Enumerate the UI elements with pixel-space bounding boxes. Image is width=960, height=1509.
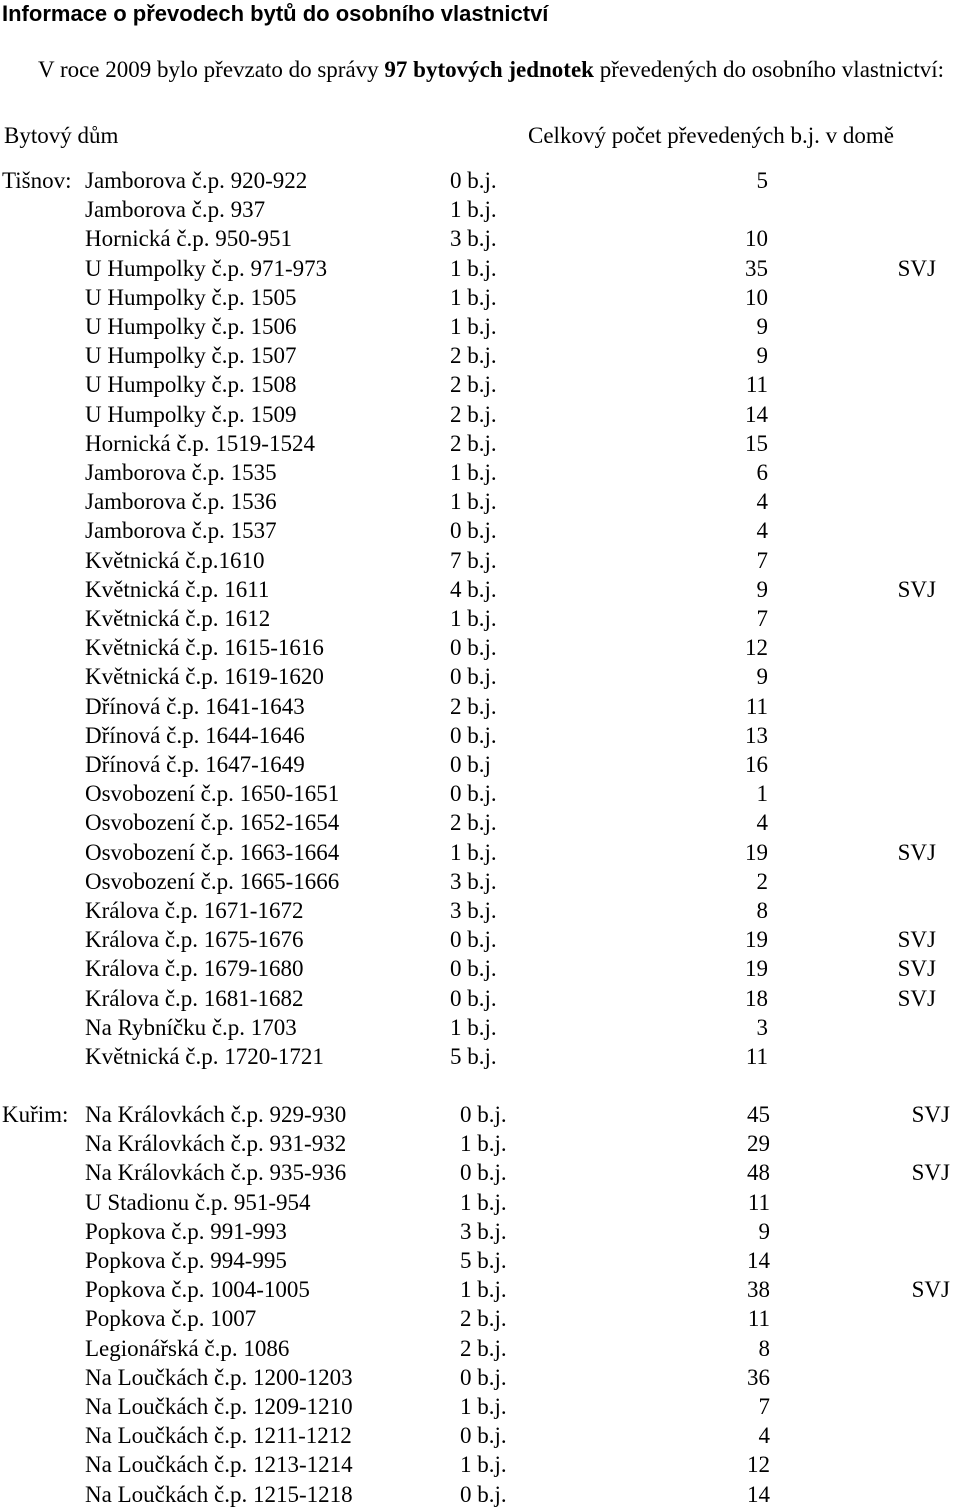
total-units: 16 <box>745 752 768 777</box>
transferred-units: 1 b.j. <box>460 1131 507 1157</box>
total-units: 19 <box>745 956 768 982</box>
total-units: 11 <box>745 1044 768 1069</box>
building-address: Jamborova č.p. 1537 <box>85 518 277 544</box>
intro-text-end: převedených do osobního vlastnictví: <box>593 57 945 82</box>
transferred-units: 0 b.j. <box>450 518 497 544</box>
total-units: 2 <box>756 868 768 894</box>
building-address: Květnická č.p. 1612 <box>85 606 271 631</box>
building-address: Králova č.p. 1681-1682 <box>85 985 304 1011</box>
page-title: Informace o převodech bytů do osobního vlastnictví <box>2 1 549 26</box>
transferred-units: 0 b.j. <box>450 635 497 661</box>
building-address: Květnická č.p.1610 <box>85 547 265 573</box>
table-row <box>0 1275 960 1304</box>
table-row <box>0 1304 960 1333</box>
building-address: Na Rybníčku č.p. 1703 <box>85 1014 297 1040</box>
total-units: 19 <box>745 927 768 953</box>
transferred-units: 2 b.j. <box>450 430 497 456</box>
svj-note: SVJ <box>897 839 936 865</box>
building-address: U Humpolky č.p. 1505 <box>85 284 297 310</box>
building-address: Na Loučkách č.p. 1215-1218 <box>85 1481 353 1507</box>
total-units: 11 <box>747 1306 770 1332</box>
transferred-units: 3 b.j. <box>460 1218 507 1244</box>
svj-note: SVJ <box>897 956 936 982</box>
transferred-units: 0 b.j. <box>450 168 497 193</box>
total-units: 7 <box>756 547 768 573</box>
transferred-units: 0 b.j <box>450 752 491 777</box>
building-address: Na Loučkách č.p. 1200-1203 <box>85 1364 353 1390</box>
building-address: Květnická č.p. 1615-1616 <box>85 635 324 661</box>
building-address: Květnická č.p. 1619-1620 <box>85 664 324 690</box>
table-row <box>0 341 960 370</box>
transferred-units: 1 b.j. <box>460 1189 507 1215</box>
table-row <box>0 604 960 633</box>
building-address: U Humpolky č.p. 1506 <box>85 314 297 339</box>
building-address: Dřínová č.p. 1647-1649 <box>85 752 305 777</box>
building-address: Jamborova č.p. 1535 <box>85 460 277 485</box>
total-units: 10 <box>745 226 768 252</box>
total-units: 14 <box>745 401 768 427</box>
building-address: Osvobození č.p. 1665-1666 <box>85 868 340 894</box>
table-row <box>0 1246 960 1275</box>
building-address: Legionářská č.p. 1086 <box>85 1335 290 1361</box>
total-units: 10 <box>745 284 768 310</box>
building-address: U Stadionu č.p. 951-954 <box>85 1189 311 1215</box>
building-address: U Humpolky č.p. 1508 <box>85 372 297 398</box>
total-units: 9 <box>756 314 768 339</box>
total-units: 4 <box>756 518 768 544</box>
table-row <box>0 546 960 575</box>
total-units: 11 <box>747 1189 770 1215</box>
transferred-units: 1 b.j. <box>450 197 497 223</box>
table-row <box>0 254 960 283</box>
total-units: 4 <box>756 489 768 515</box>
table-row <box>0 984 960 1013</box>
building-address: Květnická č.p. 1611 <box>85 576 270 602</box>
town-label: Kuřim: <box>2 1102 69 1127</box>
table-row <box>0 1129 960 1158</box>
transferred-units: 4 b.j. <box>450 576 497 602</box>
table-row <box>0 896 960 925</box>
table-row <box>0 429 960 458</box>
table-row <box>0 1188 960 1217</box>
total-units: 35 <box>745 255 768 281</box>
total-units: 19 <box>745 839 768 865</box>
table-row <box>0 283 960 312</box>
building-address: Popkova č.p. 991-993 <box>85 1218 287 1244</box>
total-units: 9 <box>758 1218 770 1244</box>
total-units: 8 <box>756 898 768 923</box>
transferred-units: 1 b.j. <box>450 606 497 631</box>
transferred-units: 0 b.j. <box>450 781 497 807</box>
transferred-units: 0 b.j. <box>450 956 497 982</box>
table-row <box>0 1334 960 1363</box>
total-units: 7 <box>756 606 768 631</box>
table-row <box>0 925 960 954</box>
building-address: Na Královkách č.p. 931-932 <box>85 1131 347 1157</box>
building-address: Osvobození č.p. 1650-1651 <box>85 781 340 807</box>
table-row <box>0 633 960 662</box>
building-address: U Humpolky č.p. 971-973 <box>85 255 328 281</box>
table-row <box>0 1100 960 1129</box>
building-address: Na Loučkách č.p. 1211-1212 <box>85 1423 352 1449</box>
total-units: 48 <box>747 1160 770 1186</box>
transferred-units: 5 b.j. <box>450 1044 497 1069</box>
total-units: 14 <box>747 1248 770 1273</box>
transferred-units: 3 b.j. <box>450 898 497 923</box>
transferred-units: 2 b.j. <box>450 372 497 398</box>
building-address: Králova č.p. 1679-1680 <box>85 956 304 982</box>
building-address: Jamborova č.p. 937 <box>85 197 266 223</box>
table-row <box>0 1480 960 1509</box>
total-units: 11 <box>745 693 768 719</box>
building-address: Dřínová č.p. 1644-1646 <box>85 722 305 748</box>
total-units: 18 <box>745 985 768 1011</box>
svj-note: SVJ <box>911 1277 950 1303</box>
transferred-units: 2 b.j. <box>460 1306 507 1332</box>
table-row <box>0 750 960 779</box>
table-row <box>0 224 960 253</box>
table-row <box>0 458 960 487</box>
svj-note: SVJ <box>897 985 936 1011</box>
table-row <box>0 1450 960 1479</box>
transferred-units: 5 b.j. <box>460 1248 507 1273</box>
building-address: Na Loučkách č.p. 1213-1214 <box>85 1452 353 1478</box>
transferred-units: 0 b.j. <box>460 1102 507 1127</box>
transferred-units: 1 b.j. <box>450 839 497 865</box>
total-units: 4 <box>756 810 768 836</box>
transferred-units: 1 b.j. <box>450 255 497 281</box>
table-row <box>0 312 960 341</box>
building-address: Králova č.p. 1675-1676 <box>85 927 304 953</box>
transferred-units: 1 b.j. <box>450 314 497 339</box>
intro-paragraph <box>2 56 952 84</box>
total-units: 3 <box>756 1014 768 1040</box>
building-address: Popkova č.p. 1004-1005 <box>85 1277 310 1303</box>
building-address: Osvobození č.p. 1663-1664 <box>85 839 340 865</box>
building-address: Dřínová č.p. 1641-1643 <box>85 693 305 719</box>
table-row <box>0 1217 960 1246</box>
intro-text-start: V roce 2009 bylo převzato do správy <box>38 57 385 82</box>
table-row <box>0 195 960 224</box>
transferred-units: 2 b.j. <box>460 1335 507 1361</box>
transferred-units: 0 b.j. <box>450 722 497 748</box>
total-units: 12 <box>747 1452 770 1478</box>
svj-note: SVJ <box>897 927 936 953</box>
transferred-units: 1 b.j. <box>460 1452 507 1478</box>
table-row <box>0 1042 960 1071</box>
building-address: Na Loučkách č.p. 1209-1210 <box>85 1394 353 1419</box>
table-row <box>0 487 960 516</box>
table-row <box>0 954 960 983</box>
total-units: 45 <box>747 1102 770 1127</box>
table-row <box>0 370 960 399</box>
transferred-units: 1 b.j. <box>460 1277 507 1303</box>
transferred-units: 3 b.j. <box>450 868 497 894</box>
column-header-total: Celkový počet převedených b.j. v domě <box>528 123 894 148</box>
transferred-units: 0 b.j. <box>450 985 497 1011</box>
total-units: 36 <box>747 1364 770 1390</box>
transferred-units: 0 b.j. <box>450 664 497 690</box>
total-units: 14 <box>747 1481 770 1507</box>
table-row <box>0 1363 960 1392</box>
transferred-units: 0 b.j. <box>460 1160 507 1186</box>
transferred-units: 7 b.j. <box>450 547 497 573</box>
intro-unit-count: 97 bytových jednotek <box>384 57 594 82</box>
table-row <box>0 721 960 750</box>
building-address: Popkova č.p. 1007 <box>85 1306 257 1332</box>
table-row <box>0 516 960 545</box>
transferred-units: 0 b.j. <box>460 1423 507 1449</box>
svj-note: SVJ <box>897 576 936 602</box>
table-row <box>0 1013 960 1042</box>
transferred-units: 0 b.j. <box>460 1481 507 1507</box>
building-address: Hornická č.p. 1519-1524 <box>85 430 315 456</box>
table-row <box>0 1392 960 1421</box>
building-address: Na Královkách č.p. 935-936 <box>85 1160 347 1186</box>
transferred-units: 0 b.j. <box>450 927 497 953</box>
transferred-units: 3 b.j. <box>450 226 497 252</box>
total-units: 5 <box>756 168 768 193</box>
total-units: 9 <box>756 343 768 369</box>
transferred-units: 2 b.j. <box>450 401 497 427</box>
town-label: Tišnov: <box>2 168 72 193</box>
total-units: 29 <box>747 1131 770 1157</box>
table-row <box>0 692 960 721</box>
total-units: 8 <box>758 1335 770 1361</box>
transferred-units: 1 b.j. <box>450 284 497 310</box>
table-row <box>0 1158 960 1187</box>
transferred-units: 1 b.j. <box>450 489 497 515</box>
table-row <box>0 575 960 604</box>
building-address: Jamborova č.p. 1536 <box>85 489 277 515</box>
building-address: Květnická č.p. 1720-1721 <box>85 1044 324 1069</box>
transferred-units: 1 b.j. <box>450 1014 497 1040</box>
building-address: Králova č.p. 1671-1672 <box>85 898 304 923</box>
svj-note: SVJ <box>897 255 936 281</box>
column-header-building: Bytový dům <box>4 123 119 148</box>
table-row <box>0 662 960 691</box>
total-units: 38 <box>747 1277 770 1303</box>
building-address: U Humpolky č.p. 1509 <box>85 401 297 427</box>
total-units: 6 <box>756 460 768 485</box>
table-row <box>0 808 960 837</box>
total-units: 11 <box>745 372 768 398</box>
table-row <box>0 400 960 429</box>
table-row <box>0 838 960 867</box>
building-address: Jamborova č.p. 920-922 <box>85 168 308 193</box>
transferred-units: 0 b.j. <box>460 1364 507 1390</box>
transferred-units: 1 b.j. <box>450 460 497 485</box>
total-units: 7 <box>758 1394 770 1419</box>
building-address: Osvobození č.p. 1652-1654 <box>85 810 340 836</box>
total-units: 9 <box>756 664 768 690</box>
transferred-units: 2 b.j. <box>450 693 497 719</box>
building-address: U Humpolky č.p. 1507 <box>85 343 297 369</box>
total-units: 4 <box>758 1423 770 1449</box>
transferred-units: 1 b.j. <box>460 1394 507 1419</box>
table-row <box>0 779 960 808</box>
total-units: 12 <box>745 635 768 661</box>
table-row <box>0 166 960 195</box>
total-units: 9 <box>756 576 768 602</box>
svj-note: SVJ <box>911 1102 950 1127</box>
total-units: 15 <box>745 430 768 456</box>
building-address: Popkova č.p. 994-995 <box>85 1248 287 1273</box>
transferred-units: 2 b.j. <box>450 810 497 836</box>
building-address: Hornická č.p. 950-951 <box>85 226 292 252</box>
svj-note: SVJ <box>911 1160 950 1186</box>
table-row <box>0 1421 960 1450</box>
transferred-units: 2 b.j. <box>450 343 497 369</box>
total-units: 13 <box>745 722 768 748</box>
table-row <box>0 867 960 896</box>
total-units: 1 <box>756 781 768 807</box>
building-address: Na Královkách č.p. 929-930 <box>85 1102 347 1127</box>
